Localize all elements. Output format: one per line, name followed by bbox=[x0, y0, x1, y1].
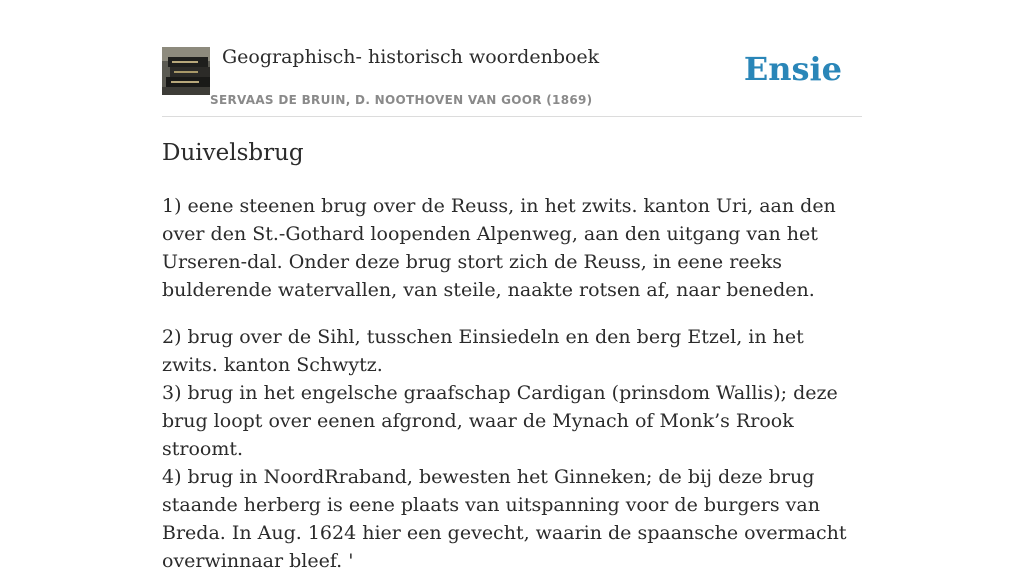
ensie-logo[interactable]: Ensie bbox=[743, 50, 842, 88]
book-authors: SERVAAS DE BRUIN, D. NOOTHOVEN VAN GOOR (1869) bbox=[210, 93, 593, 107]
entry-paragraph: 1) eene steenen brug over de Reuss, in het zwits. kanton Uri, aan den over den St.-Gothard loopenden Alpenweg, aan den uitgang van het Urseren-dal. Onder deze brug stort zich de Reuss, in eene reeks bulderende watervallen, van steile, naakte rotsen af, naar beneden. bbox=[162, 195, 836, 301]
entry-title: Duivelsbrug bbox=[162, 140, 304, 166]
book-cover-icon[interactable] bbox=[162, 47, 210, 95]
header bbox=[162, 42, 862, 117]
book-title[interactable]: Geographisch- historisch woordenboek bbox=[222, 46, 600, 68]
entry-paragraph: 3) brug in het engelsche graafschap Cardigan (prinsdom Wallis); deze brug loopt over eenen afgrond, waar de Mynach of Monk’s Rrook stroomt. bbox=[162, 382, 838, 460]
entry-paragraph: 2) brug over de Sihl, tusschen Einsiedeln en den berg Etzel, in het zwits. kanton Schwytz. bbox=[162, 326, 804, 376]
entry-paragraph: 4) brug in NoordRraband, bewesten het Ginneken; de bij deze brug staande herberg is eene plaats van uitspanning voor de burgers van Breda. In Aug. 1624 hier een gevecht, waarin de spaansche overmacht overwinnaar bleef. ' bbox=[162, 466, 847, 572]
entry-body bbox=[162, 192, 862, 575]
